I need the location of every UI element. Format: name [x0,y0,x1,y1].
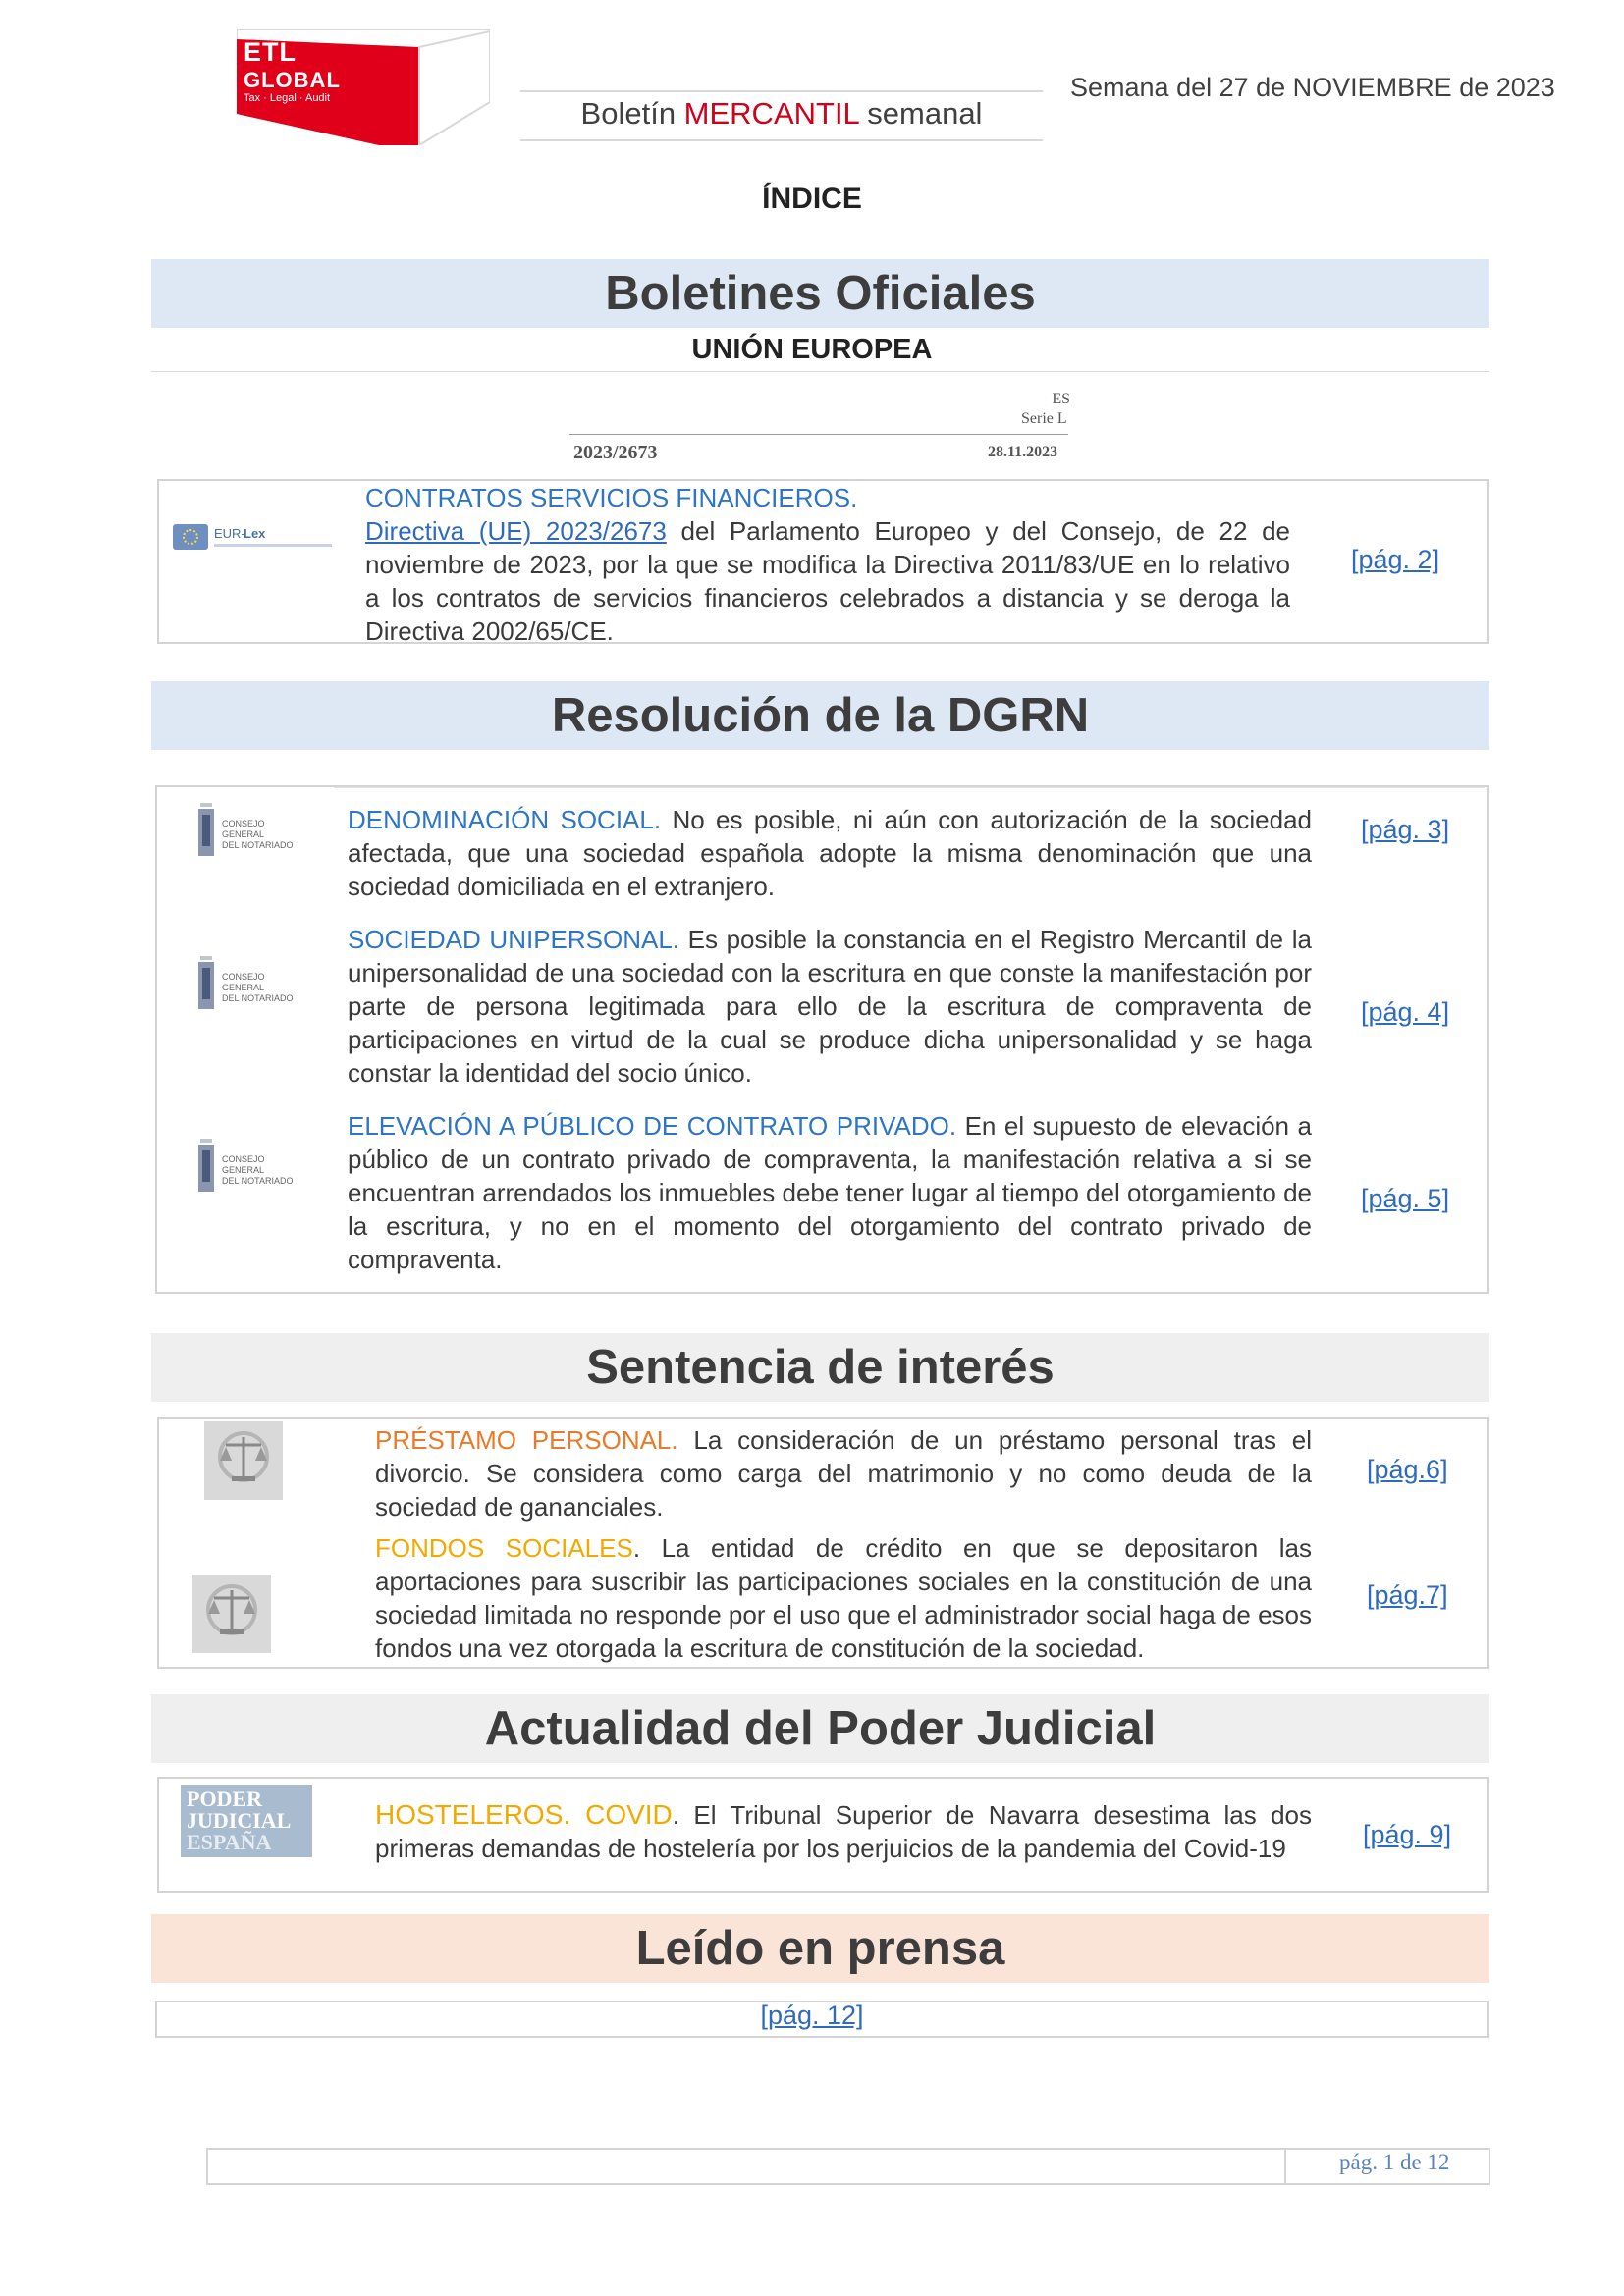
page-link[interactable]: [pág. 9] [1363,1820,1452,1849]
divider [151,371,1489,372]
logo-text: ETL GLOBAL Tax · Legal · Audit [244,37,341,104]
section-band-boletines: Boletines Oficiales [151,259,1489,328]
bulletin-title: Boletín MERCANTIL semanal [580,96,983,131]
entry-prestamo-personal: PRÉSTAMO PERSONAL. La consideración de un préstamo personal tras el divorcio. Se considera como carga del matrimonio y no como deuda de la sociedad de gananciales. [375,1425,1313,1522]
poder-judicial-logo-icon: PODER JUDICIAL ESPAÑA [181,1785,312,1857]
eur-lex-logo-icon [173,522,338,556]
page-link[interactable]: [pág. 5] [1361,1184,1450,1213]
week-label: Semana del 27 de NOVIEMBRE de 2023 [1070,73,1555,102]
doc-series: Serie L [1021,410,1067,427]
footer-divider [1284,2150,1286,2183]
header-rule-bottom [520,139,1043,141]
page-link[interactable]: [pág. 2] [1351,545,1440,574]
scales-icon [192,1575,271,1653]
page-link[interactable]: [pág.6] [1367,1455,1448,1484]
notario-logo-icon: CONSEJO GENERAL DEL NOTARIADO [196,954,306,1017]
doc-number: 2023/2673 [573,442,658,463]
doc-rule [569,434,1068,435]
directiva-link[interactable]: Directiva (UE) 2023/2673 [365,516,667,546]
section-band-dgrn: Resolución de la DGRN [151,681,1489,750]
footer-box [206,2148,1490,2185]
prensa-page-link[interactable]: [pág. 12] [760,2001,864,2030]
scales-icon [204,1421,283,1500]
header-rule-top [520,90,1043,92]
notario-logo-icon: CONSEJO GENERAL DEL NOTARIADO [196,1137,306,1200]
entry-denominacion-social: DENOMINACIÓN SOCIAL. No es posible, ni aún con autorización de la sociedad afectada, que una sociedad española adopte la misma denominación que una sociedad domiciliada en el extranjero. [348,805,1312,901]
divider [334,787,1485,788]
subheading-ue: UNIÓN EUROPEA [691,334,933,365]
section-band-poder-judicial: Actualidad del Poder Judicial [151,1694,1489,1763]
entry-fondos-sociales: FONDOS SOCIALES. La entidad de crédito en que se depositaron las aportaciones para suscribir las participaciones sociales en la constitución de una sociedad limitada no responde por el uso que el administrador social haga de esos fondos una vez otorgada la escritura de constitución de la sociedad. [375,1533,1312,1663]
doc-date: 28.11.2023 [988,444,1058,460]
entry-sociedad-unipersonal: SOCIEDAD UNIPERSONAL. Es posible la constancia en el Registro Mercantil de la unipersonalidad de una sociedad con la escritura en que conste la manifestación por parte de persona legitimada para ello de la escritura de compraventa de participaciones en virtud de la cual se produce dicha unipersonalidad y se haga constar la identidad del socio único. [348,925,1312,1088]
svg-text:EUR-: EUR- [214,526,245,541]
page-number: pág. 1 de 12 [1339,2150,1450,2174]
page-link[interactable]: [pág. 4] [1361,997,1450,1027]
section-band-prensa: Leído en prensa [151,1914,1489,1983]
page-link [0,2001,1624,2031]
entry-hosteleros-covid: HOSTELEROS. COVID. El Tribunal Superior de Navarra desestima las dos primeras demandas de hostelería por los perjuicios de la pandemia del Covid-19 [375,1799,1312,1863]
doc-lang: ES [1052,391,1070,407]
section-band-sentencia: Sentencia de interés [151,1333,1489,1402]
entry-elevacion-publico: ELEVACIÓN A PÚBLICO DE CONTRATO PRIVADO. En el supuesto de elevación a público de un contrato privado de compraventa, la manifestación relativa a si se encuentran arrendados los inmuebles debe tener lugar al tiempo del otorgamiento de la escritura, y no en el momento del otorgamiento del contrato privado de compraventa. [348,1111,1312,1274]
svg-text:Lex: Lex [244,526,266,541]
index-title: ÍNDICE [762,183,862,215]
notario-logo-icon: CONSEJO GENERAL DEL NOTARIADO [196,801,306,864]
entry-contratos-financieros: CONTRATOS SERVICIOS FINANCIEROS. Directiva (UE) 2023/2673 del Parlamento Europeo y del Consejo, de 22 de noviembre de 2023, por la que se modifica la Directiva 2011/83/UE en lo relativo a los contratos de servicios financieros celebrados a distancia y se deroga la Directiva 2002/65/CE. [365,483,1290,646]
page-link[interactable]: [pág. 3] [1361,815,1450,844]
page-link[interactable]: [pág.7] [1367,1580,1448,1610]
